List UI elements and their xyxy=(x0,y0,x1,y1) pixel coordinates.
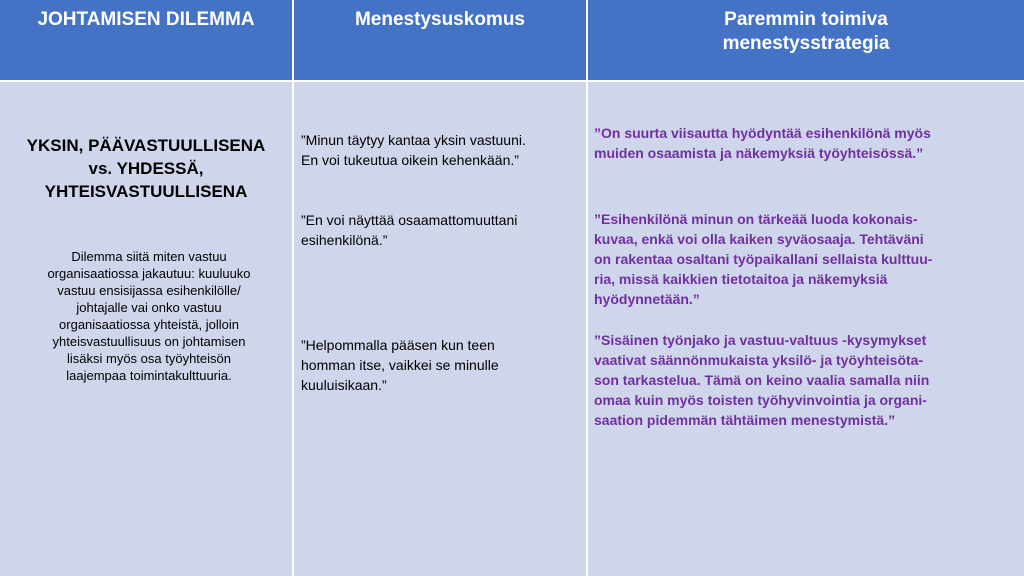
header-belief-label: Menestysuskomus xyxy=(354,9,525,30)
belief-line: homman itse, vaikkei se minulle xyxy=(301,357,499,373)
description-line: laajempaa toimintakulttuuria. xyxy=(66,368,232,383)
belief-quote-3 xyxy=(301,335,583,395)
strategy-line: ”Sisäinen työnjako ja vastuu-valtuus -kysymykset xyxy=(594,332,927,348)
belief-line: esihenkilönä.” xyxy=(301,232,388,248)
belief-line: kuuluisikaan.” xyxy=(301,377,387,393)
description-line: organisaatiossa jakautuu: kuuluuko xyxy=(47,266,251,281)
dilemma-title-line: YKSIN, PÄÄVASTUULLISENA xyxy=(26,136,266,155)
strategy-quote-3 xyxy=(594,330,1020,430)
belief-line: En voi tukeutua oikein kehenkään.” xyxy=(301,152,519,168)
strategy-line: ria, missä kaikkien tietotaitoa ja näkemyksiä xyxy=(594,271,888,287)
header-strategy-label-line2: menestysstrategia xyxy=(722,33,890,54)
dilemma-description xyxy=(24,248,274,384)
dilemma-title xyxy=(6,134,286,203)
belief-quote-1 xyxy=(301,130,583,170)
belief-quote-2 xyxy=(301,210,583,250)
description-line: organisaatiossa yhteistä, jolloin xyxy=(59,317,239,332)
strategy-quote-2 xyxy=(594,209,1020,309)
belief-line: ”Minun täytyy kantaa yksin vastuuni. xyxy=(301,132,526,148)
strategy-line: son tarkastelua. Tämä on keino vaalia samalla niin xyxy=(594,372,930,388)
header-dilemma-label: JOHTAMISEN DILEMMA xyxy=(37,9,255,30)
header-belief xyxy=(294,0,586,80)
strategy-line: kuvaa, enkä voi olla kaiken syväosaaja. Tehtäväni xyxy=(594,231,924,247)
description-line: johtajalle vai onko vastuu xyxy=(76,300,222,315)
strategy-quote-1 xyxy=(594,123,1020,163)
strategy-line: muiden osaamista ja näkemyksiä työyhteisössä.” xyxy=(594,145,924,161)
strategy-line: ”Esihenkilönä minun on tärkeää luoda kokonais- xyxy=(594,211,918,227)
strategy-line: hyödynnetään.” xyxy=(594,291,700,307)
description-line: lisäksi myös osa työyhteisön xyxy=(66,351,231,366)
strategy-line: omaa kuin myös toisten työhyvinvointia ja organi- xyxy=(594,392,927,408)
header-dilemma xyxy=(0,0,292,80)
header-strategy xyxy=(588,0,1024,80)
description-line: vastuu ensisijassa esihenkilölle/ xyxy=(57,283,241,298)
belief-line: ”En voi näyttää osaamattomuuttani xyxy=(301,212,518,228)
belief-line: ”Helpommalla pääsen kun teen xyxy=(301,337,495,353)
dilemma-title-line: YHTEISVASTUULLISENA xyxy=(44,182,248,201)
header-strategy-label-line1: Paremmin toimiva xyxy=(724,9,888,30)
description-line: yhteisvastuullisuus on johtamisen xyxy=(52,334,246,349)
dilemma-title-line: vs. YHDESSÄ, xyxy=(88,159,204,178)
description-line: Dilemma siitä miten vastuu xyxy=(71,249,227,264)
strategy-line: vaativat säännönmukaista yksilö- ja työyhteisöta- xyxy=(594,352,924,368)
strategy-line: on rakentaa osaltani työpaikallani sellaista kulttuu- xyxy=(594,251,933,267)
strategy-line: ”On suurta viisautta hyödyntää esihenkilönä myös xyxy=(594,125,931,141)
strategy-line: saation pidemmän tähtäimen menestymistä.” xyxy=(594,412,896,428)
